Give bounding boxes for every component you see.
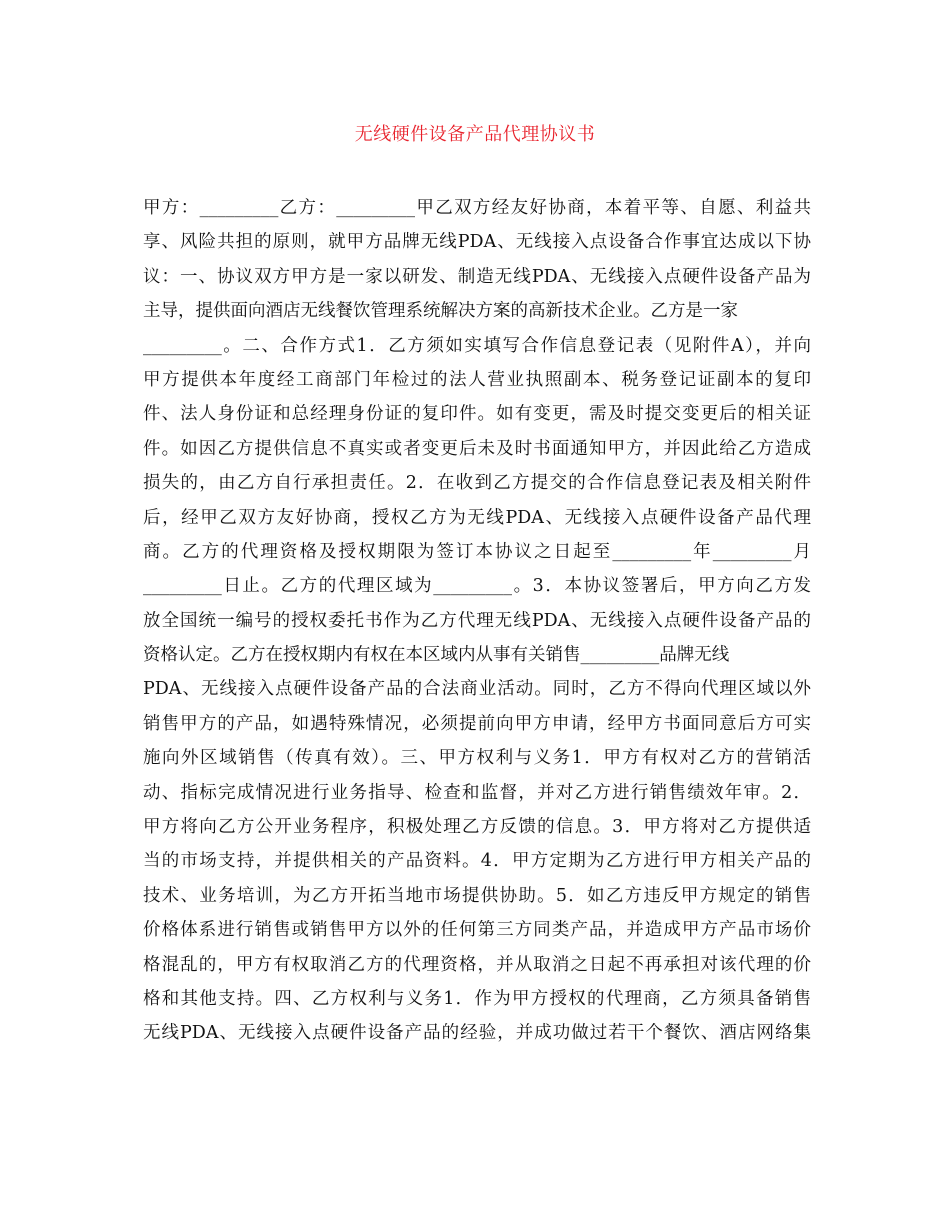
text-line: 甲方将向乙方公开业务程序，积极处理乙方反馈的信息。3．甲方将对乙方提供适: [143, 817, 811, 838]
text-line: 销售甲方的产品，如遇特殊情况，必须提前向甲方申请，经甲方书面同意后方可实: [143, 713, 811, 734]
text-line: 格混乱的，甲方有权取消乙方的代理资格，并从取消之日起不再承担对该代理的价: [143, 954, 811, 975]
text-line: 主导，提供面向酒店无线餐饮管理系统解决方案的高新技术企业。乙方是一家: [143, 301, 738, 322]
text-line: _________日止。乙方的代理区域为_________。3．本协议签署后，甲方向乙方发: [143, 576, 811, 597]
document-body: [143, 191, 811, 1051]
text-line: 当的市场支持，并提供相关的产品资料。4．甲方定期为乙方进行甲方相关产品的: [143, 851, 811, 872]
text-line: 放全国统一编号的授权委托书作为乙方代理无线PDA、无线接入点硬件设备产品的: [143, 610, 811, 631]
document-title: 无线硬件设备产品代理协议书: [354, 124, 596, 145]
text-line: 件、法人身份证和总经理身份证的复印件。如有变更，需及时提交变更后的相关证: [143, 404, 811, 425]
text-line: 施向外区域销售（传真有效）。三、甲方权利与义务1．甲方有权对乙方的营销活: [143, 748, 811, 769]
text-line: 价格体系进行销售或销售甲方以外的任何第三方同类产品，并造成甲方产品市场价: [143, 920, 811, 941]
text-line: 损失的，由乙方自行承担责任。2．在收到乙方提交的合作信息登记表及相关附件: [143, 473, 811, 494]
text-line: 件。如因乙方提供信息不真实或者变更后未及时书面通知甲方，并因此给乙方造成: [143, 438, 811, 459]
text-line: 商。乙方的代理资格及授权期限为签订本协议之日起至_________年_________月: [143, 541, 811, 562]
text-line: 享、风险共担的原则，就甲方品牌无线PDA、无线接入点设备合作事宜达成以下协: [143, 232, 811, 253]
text-line: 后，经甲乙双方友好协商，授权乙方为无线PDA、无线接入点硬件设备产品代理: [143, 507, 811, 528]
text-line: 动、指标完成情况进行业务指导、检查和监督，并对乙方进行销售绩效年审。2．: [143, 782, 811, 803]
text-line: 技术、业务培训，为乙方开拓当地市场提供协助。5．如乙方违反甲方规定的销售: [143, 885, 811, 906]
text-line: 资格认定。乙方在授权期内有权在本区域内从事有关销售_________品牌无线: [143, 645, 730, 666]
text-line: 甲方：_________乙方：_________甲乙双方经友好协商，本着平等、自愿、利益共: [143, 198, 811, 218]
text-line: 格和其他支持。四、乙方权利与义务1．作为甲方授权的代理商，乙方须具备销售: [143, 988, 811, 1009]
text-line: 无线PDA、无线接入点硬件设备产品的经验，并成功做过若干个餐饮、酒店网络集: [143, 1023, 811, 1044]
text-line: PDA、无线接入点硬件设备产品的合法商业活动。同时，乙方不得向代理区域以外: [143, 679, 811, 700]
text-line: 甲方提供本年度经工商部门年检过的法人营业执照副本、税务登记证副本的复印: [143, 369, 811, 390]
text-line: 议：一、协议双方甲方是一家以研发、制造无线PDA、无线接入点硬件设备产品为: [143, 266, 811, 287]
text-line: _________。二、合作方式1．乙方须如实填写合作信息登记表（见附件A），并向: [143, 335, 811, 356]
